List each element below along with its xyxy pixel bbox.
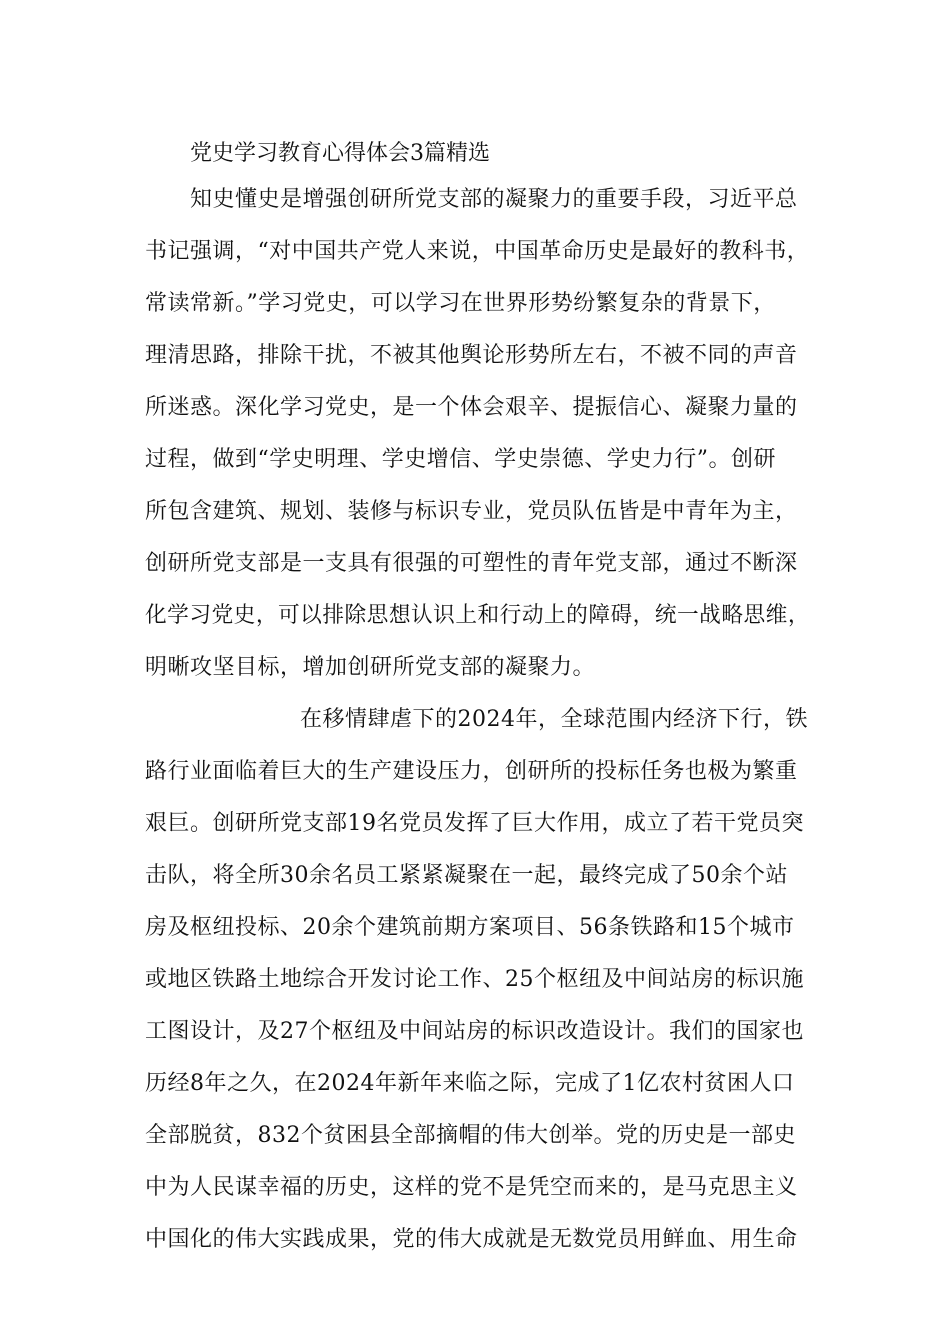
paragraph-line: 艰巨。创研所党支部19名党员发挥了巨大作用，成立了若干党员突 [145, 811, 804, 836]
paragraph-line: 路行业面临着巨大的生产建设压力，创研所的投标任务也极为繁重 [145, 759, 798, 784]
paragraph-line: 所迷惑。深化学习党史，是一个体会艰辛、提振信心、凝聚力量的 [145, 395, 798, 420]
paragraph-line: 房及枢纽投标、20余个建筑前期方案项目、56条铁路和15个城市 [145, 915, 795, 940]
paragraph-line: 历经8年之久，在2024年新年来临之际，完成了1亿农村贫困人口 [145, 1071, 795, 1096]
paragraph-line: 击队，将全所30余名员工紧紧凝聚在一起，最终完成了50余个站 [145, 863, 788, 888]
paragraph-line: 知史懂史是增强创研所党支部的凝聚力的重要手段，习近平总 [190, 187, 798, 212]
paragraph-line: 化学习党史，可以排除思想认识上和行动上的障碍，统一战略思维， [145, 603, 811, 628]
paragraph-line: 中国化的伟大实践成果，党的伟大成就是无数党员用鲜血、用生命 [145, 1227, 798, 1252]
paragraph-line: 明晰攻坚目标，增加创研所党支部的凝聚力。 [145, 655, 596, 680]
paragraph-line: 理清思路，排除干扰，不被其他舆论形势所左右，不被不同的声音 [145, 343, 798, 368]
paragraph-line: 中为人民谋幸福的历史，这样的党不是凭空而来的，是马克思主义 [145, 1175, 798, 1200]
paragraph-line: 所包含建筑、规划、装修与标识专业，党员队伍皆是中青年为主， [145, 499, 798, 524]
paragraph-line: 常读常新。”学习党史，可以学习在世界形势纷繁复杂的背景下， [145, 291, 776, 316]
paragraph-line: 过程，做到“学史明理、学史增信、学史崇德、学史力行”。创研 [145, 447, 776, 472]
document-title: 党史学习教育心得体会3篇精选 [190, 141, 490, 166]
paragraph-line: 工图设计，及27个枢纽及中间站房的标识改造设计。我们的国家也 [145, 1019, 804, 1044]
paragraph-line: 全部脱贫，832个贫困县全部摘帽的伟大创举。党的历史是一部史 [145, 1123, 796, 1148]
paragraph-line: 创研所党支部是一支具有很强的可塑性的青年党支部，通过不断深 [145, 551, 798, 576]
paragraph-line: 或地区铁路土地综合开发讨论工作、25个枢纽及中间站房的标识施 [145, 967, 804, 992]
paragraph-line: 在移情肆虐下的2024年，全球范围内经济下行，铁 [300, 707, 808, 732]
paragraph-line: 书记强调，“对中国共产党人来说，中国革命历史是最好的教科书， [145, 239, 810, 264]
